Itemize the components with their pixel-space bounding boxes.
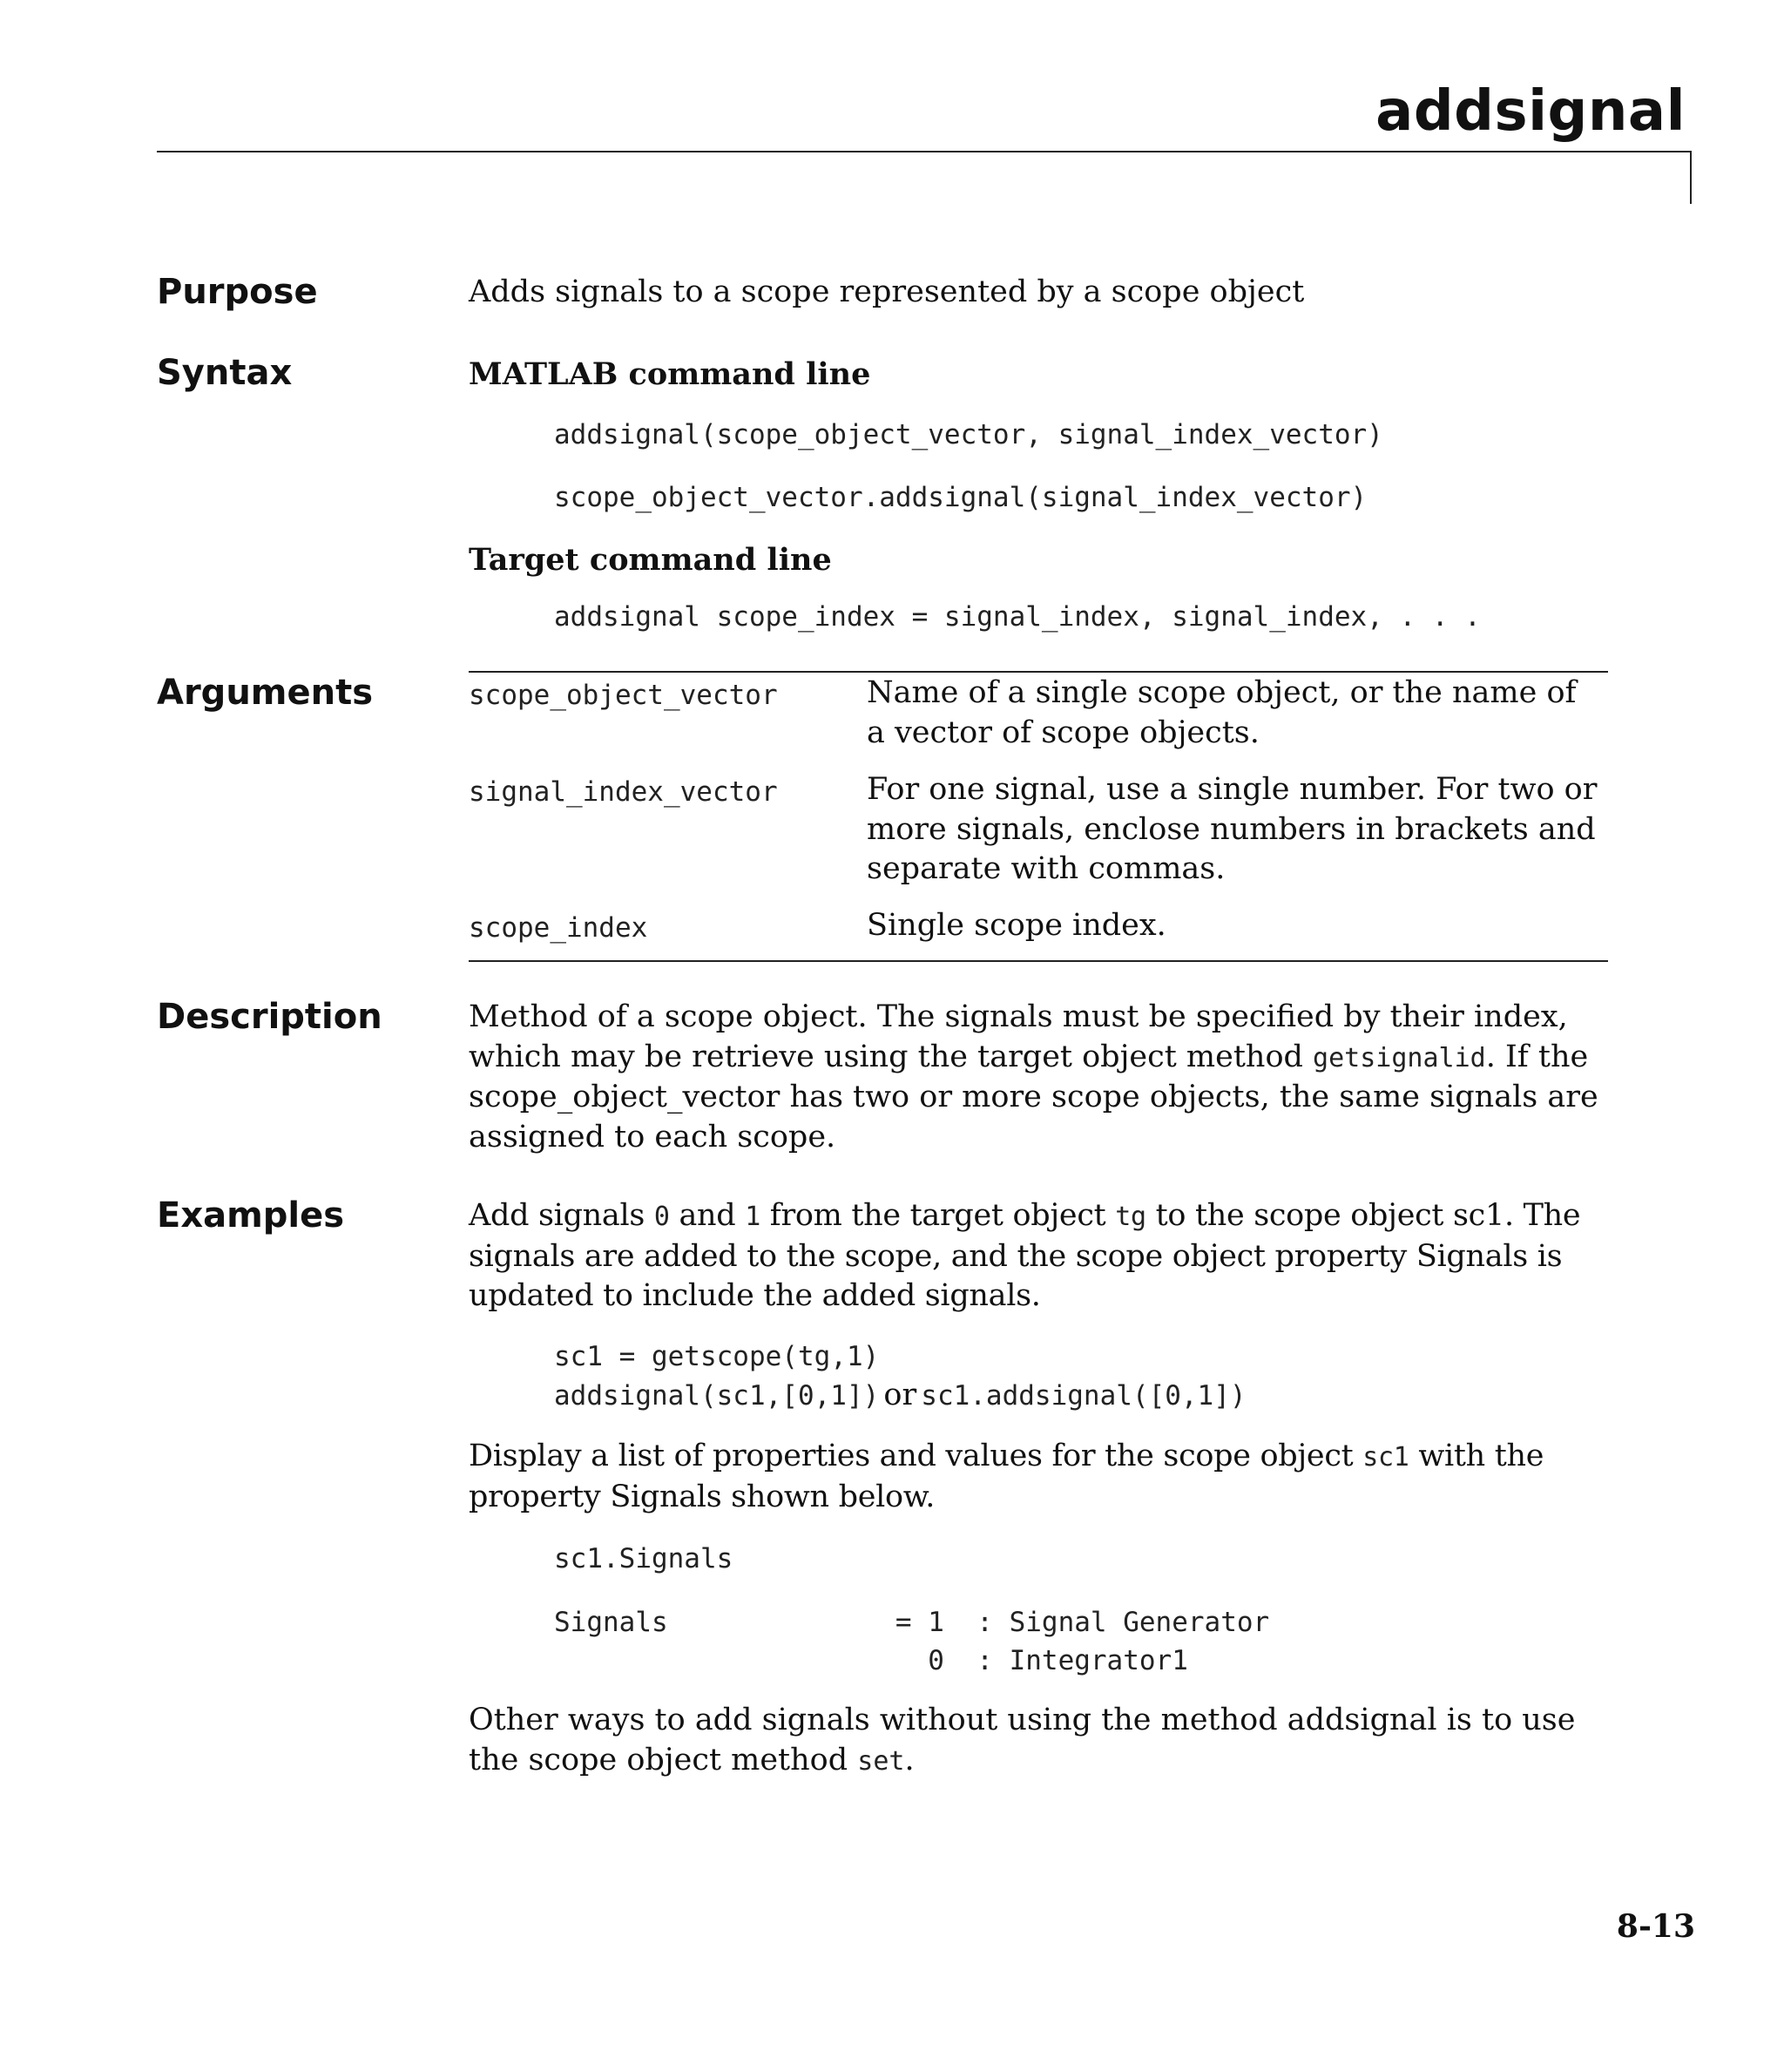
- target-command-line-label: Target command line: [469, 542, 832, 578]
- code-getsignalid: getsignalid: [1313, 1042, 1486, 1073]
- page-number: 8-13: [1616, 1908, 1695, 1945]
- examples-paragraph-1: Add signals 0 and 1 from the target object tg to the scope object sc1. The signals are added to the scope, and the scope object property Signals is updated to include the added signals.: [469, 1198, 1581, 1313]
- example-code-line-1: sc1 = getscope(tg,1): [554, 1341, 880, 1372]
- header-rule: [157, 151, 1692, 152]
- argument-name: scope_object_vector: [469, 680, 778, 711]
- matlab-command-line-label: MATLAB command line: [469, 356, 871, 392]
- argument-description: For one signal, use a single number. For two or more signals, enclose numbers in brackets and separate with commas.: [867, 772, 1598, 886]
- description-heading: Description: [157, 997, 382, 1037]
- examples-heading: Examples: [157, 1195, 345, 1236]
- examples-paragraph-2: Display a list of properties and values for the scope object sc1 with the property Signals shown below.: [469, 1439, 1544, 1514]
- description-text: Method of a scope object. The signals must be specified by their index, which may be retrieve using the target object method getsignalid. If the scope_object_vector has two or more scope objects, the same signals are assigned to each scope.: [469, 999, 1598, 1154]
- example-output-line-1: Signals = 1 : Signal Generator: [554, 1607, 1270, 1638]
- syntax-heading: Syntax: [157, 353, 293, 393]
- purpose-heading: Purpose: [157, 272, 318, 312]
- argument-description: Single scope index.: [867, 908, 1166, 943]
- syntax-matlab-code-1: addsignal(scope_object_vector, signal_index_vector): [554, 419, 1383, 450]
- arguments-heading: Arguments: [157, 673, 374, 713]
- example-code-signals: sc1.Signals: [554, 1543, 733, 1574]
- arguments-table-bottom-rule: [469, 960, 1608, 962]
- header-rule-tick: [1690, 151, 1692, 204]
- examples-paragraph-3: Other ways to add signals without using the method addsignal is to use the scope object method set.: [469, 1703, 1576, 1777]
- syntax-matlab-code-2: scope_object_vector.addsignal(signal_index_vector): [554, 482, 1368, 513]
- syntax-target-code: addsignal scope_index = signal_index, signal_index, . . .: [554, 601, 1481, 633]
- purpose-text: Adds signals to a scope represented by a scope object: [469, 274, 1305, 309]
- page-title: addsignal: [1375, 79, 1686, 144]
- argument-name: signal_index_vector: [469, 776, 778, 808]
- argument-description: Name of a single scope object, or the name of a vector of scope objects.: [867, 675, 1577, 750]
- argument-name: scope_index: [469, 912, 648, 944]
- arguments-table-top-rule: [469, 671, 1608, 673]
- example-code-line-2: addsignal(sc1,[0,1]) or sc1.addsignal([0,1]): [554, 1378, 1247, 1412]
- example-output-line-2: 0 : Integrator1: [554, 1645, 1188, 1676]
